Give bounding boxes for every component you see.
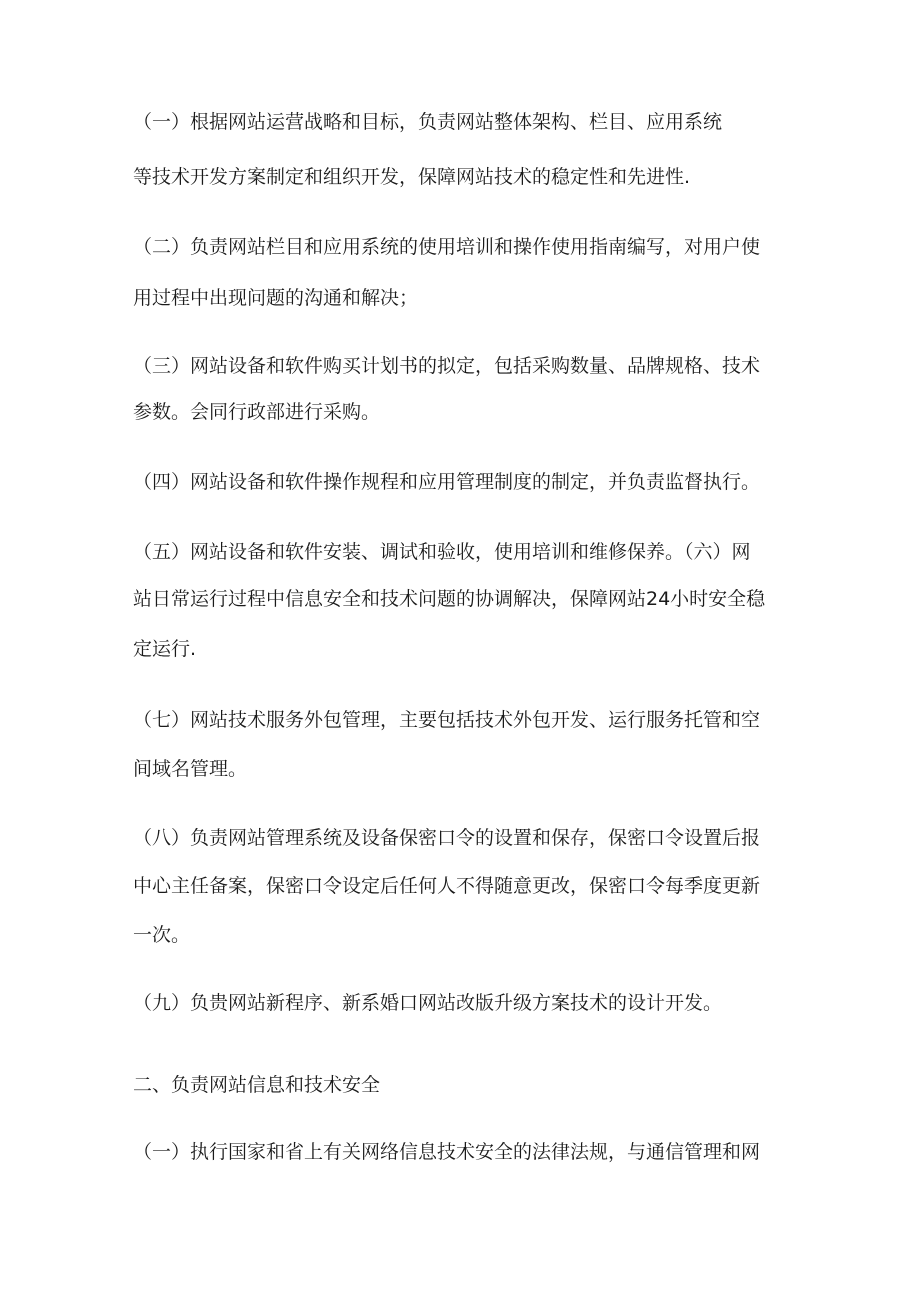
text-line: （九）负贵网站新程序、新系婚口网站改版升级方案技术的设计开发。	[133, 992, 723, 1014]
text-line: 用过程中出现问题的沟通和解决；	[133, 287, 419, 309]
text-line: （二）负责网站栏目和应用系统的使用培训和操作使用指南编写，对用户使	[133, 236, 761, 258]
text-line: （四）网站设备和软件操作规程和应用管理制度的制定，并负责监督执行。	[133, 471, 761, 493]
section-heading: 二、负责网站信息和技术安全	[133, 1074, 381, 1096]
text-line: 一次。	[133, 924, 191, 946]
text-line: 定运行.	[133, 638, 197, 660]
text-line: 等技术开发方案制定和组织开发，保障网站技术的稳定性和先进性.	[133, 166, 691, 188]
text-line: 参数。会同行政部进行采购。	[133, 401, 381, 423]
text-line: 站日常运行过程中信息安全和技术问题的协调解决，保障网站24小时安全稳	[133, 588, 766, 610]
text-line: （七）网站技术服务外包管理，主要包括技术外包开发、运行服务托管和空	[133, 709, 761, 731]
text-line: 中心主任备案，保密口令设定后任何人不得随意更改，保密口令每季度更新	[133, 875, 761, 897]
text-line: （三）网站设备和软件购买计划书的拟定，包括采购数量、品牌规格、技术	[133, 355, 761, 377]
text-line: （五）网站设备和软件安装、调试和验收，使用培训和维修保养。（六）网	[133, 541, 751, 563]
text-line: （一）执行国家和省上有关网络信息技术安全的法律法规，与通信管理和网	[133, 1141, 761, 1163]
text-line: （八）负责网站管理系统及设备保密口令的设置和保存，保密口令设置后报	[133, 827, 761, 849]
text-line: 间域名管理。	[133, 758, 248, 780]
text-line: （一）根据网站运营战略和目标，负责网站整体架构、栏目、应用系统	[133, 111, 723, 133]
